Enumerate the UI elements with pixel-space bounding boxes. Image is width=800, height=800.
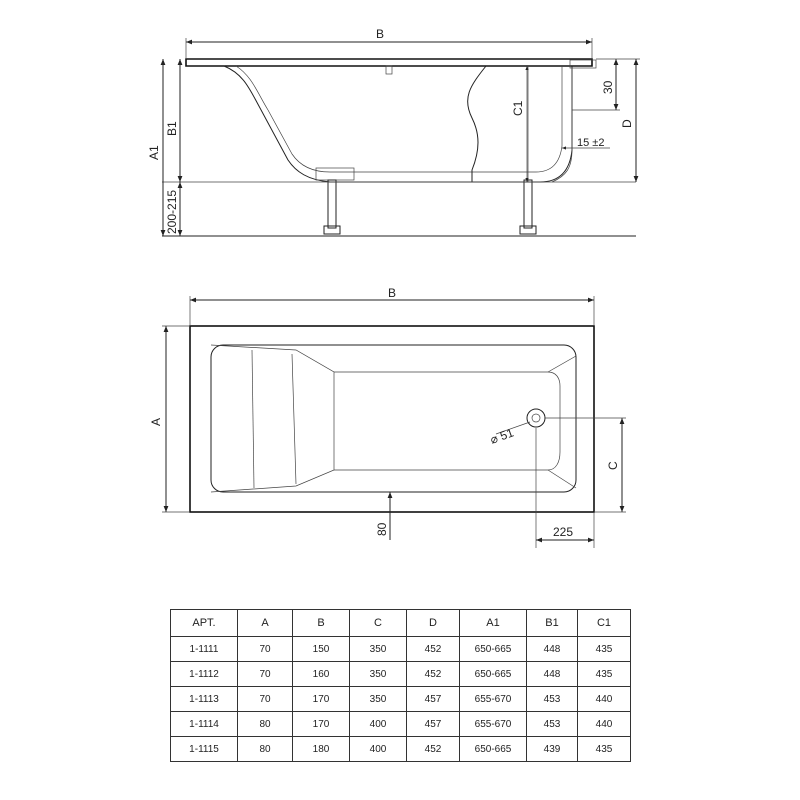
table-cell: 80	[238, 712, 293, 737]
table-cell: 160	[293, 662, 350, 687]
table-cell: 650-665	[460, 662, 527, 687]
table-cell: 448	[527, 637, 578, 662]
table-cell: 1-1112	[171, 662, 238, 687]
table-cell: 435	[578, 737, 631, 762]
table-cell: 453	[527, 687, 578, 712]
drain-icon	[527, 409, 545, 427]
table-cell: 440	[578, 687, 631, 712]
top-label-225: 225	[553, 525, 574, 539]
top-backrest	[211, 345, 334, 492]
table-header: A	[238, 610, 293, 637]
table-cell: 70	[238, 637, 293, 662]
table-cell: 1-1113	[171, 687, 238, 712]
table-cell: 650-665	[460, 737, 527, 762]
table-cell: 170	[293, 687, 350, 712]
side-label-legs: 200-215	[165, 189, 179, 234]
table-cell: 80	[238, 737, 293, 762]
table-cell: 452	[407, 637, 460, 662]
side-label-B: B	[376, 27, 385, 41]
table-cell: 457	[407, 712, 460, 737]
table-cell: 180	[293, 737, 350, 762]
top-label-A: A	[149, 417, 163, 426]
table-row	[171, 637, 631, 662]
table-cell: 439	[527, 737, 578, 762]
side-label-30: 30	[601, 80, 615, 94]
leg-right	[520, 180, 536, 234]
side-label-B1: B1	[165, 121, 179, 136]
table-header: C1	[578, 610, 631, 637]
side-label-A1: A1	[147, 145, 161, 160]
side-label-D: D	[620, 119, 634, 128]
table-cell: 650-665	[460, 637, 527, 662]
top-outer-rim	[190, 326, 594, 512]
table-cell: 452	[407, 662, 460, 687]
table-cell: 440	[578, 712, 631, 737]
table-cell: 170	[293, 712, 350, 737]
side-rim	[186, 59, 592, 66]
table-header: A1	[460, 610, 527, 637]
table-cell: 448	[527, 662, 578, 687]
top-label-C: C	[606, 461, 620, 470]
table-cell: 150	[293, 637, 350, 662]
side-basin-outline	[224, 66, 572, 182]
table-header: D	[407, 610, 460, 637]
table-header-row	[171, 610, 631, 637]
top-label-80: 80	[375, 522, 389, 536]
table-cell: 350	[350, 637, 407, 662]
table-cell: 400	[350, 712, 407, 737]
table-cell: 435	[578, 637, 631, 662]
table-cell: 457	[407, 687, 460, 712]
side-label-15: 15 ±2	[577, 137, 605, 149]
table-cell: 70	[238, 687, 293, 712]
table-cell: 655-670	[460, 712, 527, 737]
table-row	[171, 662, 631, 687]
overflow-fitting	[386, 66, 392, 74]
table-header: B1	[527, 610, 578, 637]
side-back-wall	[468, 66, 486, 182]
table-row	[171, 712, 631, 737]
table-cell: 435	[578, 662, 631, 687]
table-cell: 453	[527, 712, 578, 737]
leg-left	[316, 168, 354, 234]
top-label-B: B	[388, 286, 397, 300]
table-cell: 1-1111	[171, 637, 238, 662]
table-cell: 350	[350, 662, 407, 687]
table-header: APT.	[171, 610, 238, 637]
table-cell: 1-1114	[171, 712, 238, 737]
table-row	[171, 687, 631, 712]
top-view	[149, 286, 626, 548]
dimensions-table	[170, 609, 631, 762]
table-cell: 1-1115	[171, 737, 238, 762]
side-label-C1: C1	[511, 100, 525, 116]
table-cell: 655-670	[460, 687, 527, 712]
side-view	[147, 27, 640, 236]
table-header: C	[350, 610, 407, 637]
table-cell: 350	[350, 687, 407, 712]
top-label-drain: ⌀ 51	[488, 425, 516, 447]
table-header: B	[293, 610, 350, 637]
table-cell: 70	[238, 662, 293, 687]
table-row	[171, 737, 631, 762]
table-cell: 452	[407, 737, 460, 762]
table-cell: 400	[350, 737, 407, 762]
